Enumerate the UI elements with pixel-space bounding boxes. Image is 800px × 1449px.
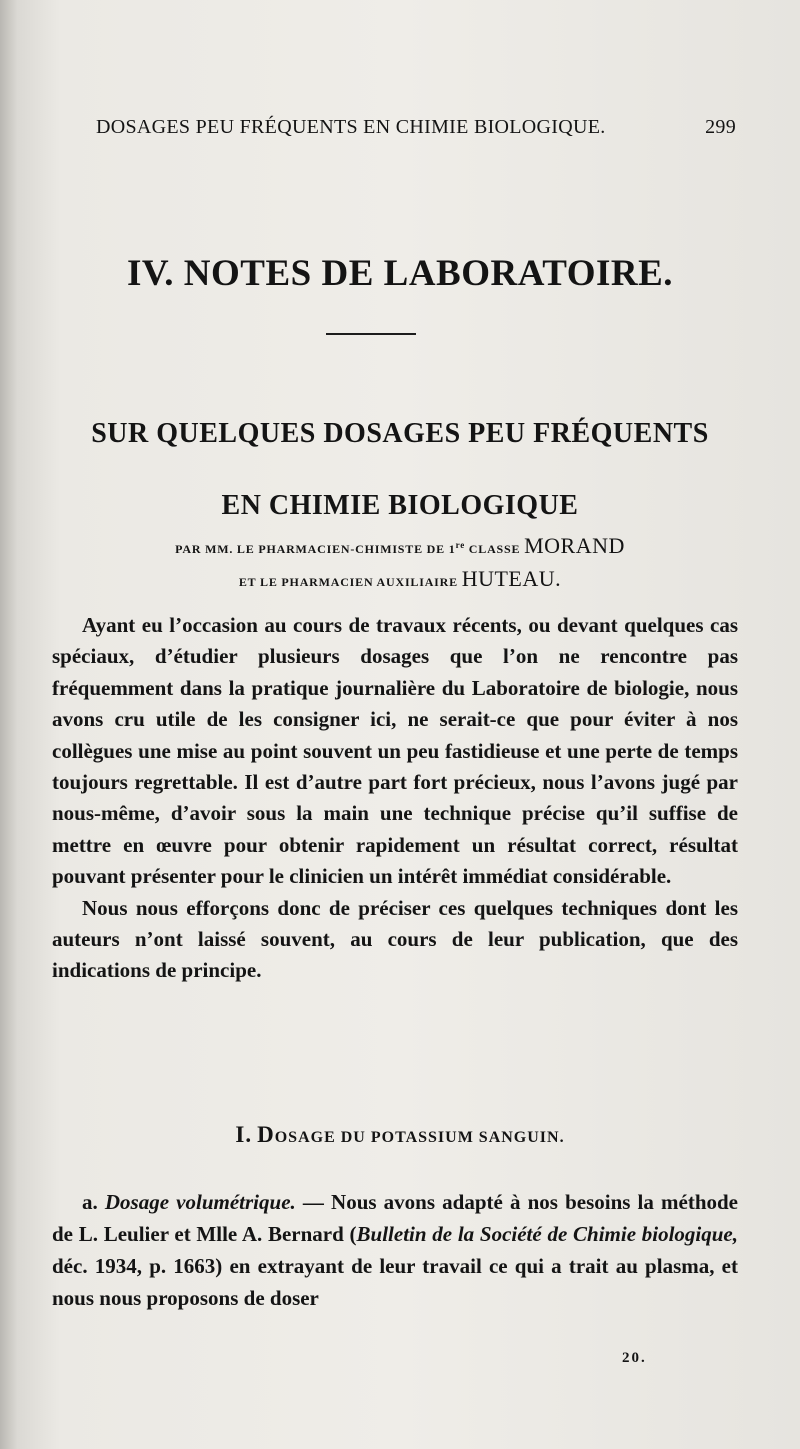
section-title-rest: OSAGE DU POTASSIUM SANGUIN. (274, 1129, 565, 1146)
byline (0, 530, 800, 597)
running-title: DOSAGES PEU FRÉQUENTS EN CHIMIE BIOLOGIQUE. (96, 116, 606, 138)
subsection-title: Dosage volumétrique. (104, 1190, 296, 1214)
page-number: 299 (705, 116, 736, 138)
subsection-label: a. (82, 1190, 98, 1214)
byline-1-superscript: re (455, 540, 465, 550)
title-divider (326, 333, 416, 335)
part-title: IV. NOTES DE LABORATOIRE. (126, 253, 674, 294)
section-heading (0, 1122, 800, 1148)
subsection-body-end: déc. 1934, p. 1663) en extrayant de leur travail ce qui a trait au plasma, et nous nous proposons de doser (52, 1254, 738, 1310)
article-title (0, 398, 800, 542)
subsection-body-start: — Nous avons adapté à nos besoins la méthode de L. Leulier et Mlle A. Bernard ( (52, 1190, 739, 1246)
byline-2-prefix: ET LE PHARMACIEN AUXILIAIRE (238, 575, 462, 589)
author-name-2: HUTEAU. (461, 566, 562, 591)
subsection-text (52, 1186, 738, 1314)
article-title-line-2: EN CHIMIE BIOLOGIQUE (221, 490, 579, 521)
article-title-line-1: SUR QUELQUES DOSAGES PEU FRÉQUENTS (91, 418, 709, 449)
reference-title: Bulletin de la Société de Chimie biologique, (356, 1222, 738, 1246)
binding-shadow (0, 0, 18, 1449)
subsection-paragraph (52, 1186, 738, 1314)
byline-line-2 (0, 564, 800, 597)
byline-line-1 (0, 530, 800, 564)
running-header (96, 116, 736, 146)
section-number: I. (235, 1122, 253, 1147)
paragraph-1: Ayant eu l’occasion au cours de travaux récents, ou devant quelques cas spéciaux, d’étudier plusieurs dosages que l’on ne rencontre pas fréquemment dans la pratique journalière du Laboratoire de biologie, nous avons cru utile de les consigner ici, ne serait-ce que pour éviter à nos collègues une mise au point souvent un peu fastidieuse et une perte de temps toujours regrettable. Il est d’autre part fort précieux, nous l’avons jugé par nous-même, d’avoir sous la main une technique précise qu’il suffise de mettre en œuvre pour obtenir rapidement un résultat correct, résultat pouvant présenter pour le clinicien un intérêt immédiat considérable. (52, 613, 738, 889)
section-initial: D (257, 1122, 275, 1147)
byline-1-prefix: PAR MM. LE PHARMACIEN-CHIMISTE DE 1 (175, 542, 456, 556)
byline-1-mid: CLASSE (465, 542, 525, 556)
author-name-1: MORAND (524, 533, 625, 558)
signature-mark: 20. (622, 1350, 647, 1366)
intro-text (52, 610, 738, 987)
paragraph-2: Nous nous efforçons donc de préciser ces quelques techniques dont les auteurs n’ont laissé souvent, au cours de leur publication, que des indications de principe. (52, 895, 738, 983)
